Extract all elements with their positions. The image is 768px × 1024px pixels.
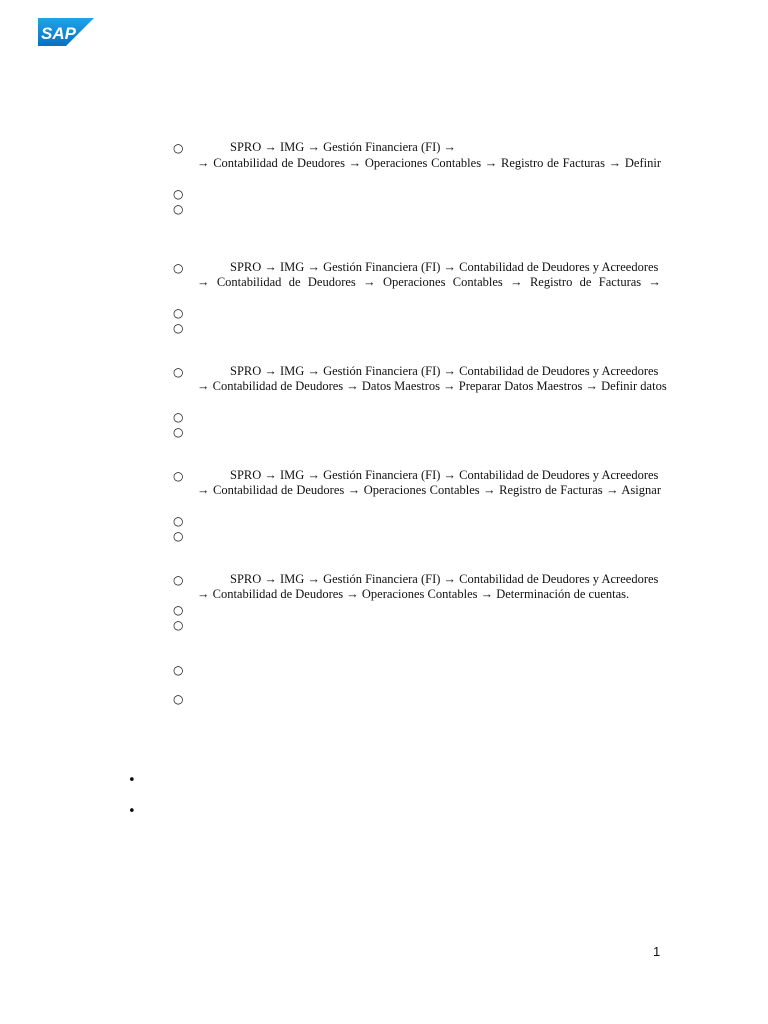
list-bullet-hollow: ○ bbox=[173, 514, 184, 528]
list-bullet-solid: • bbox=[128, 773, 136, 788]
list-bullet-hollow: ○ bbox=[173, 469, 184, 483]
list-bullet-hollow: ○ bbox=[173, 603, 184, 617]
list-bullet-hollow: ○ bbox=[173, 573, 184, 587]
item-5-line-2: → Contabilidad de Deudores → Operaciones Contables → Determinación de cuentas. bbox=[197, 587, 630, 601]
item-4-line-2: → Contabilidad de Deudores → Operaciones Contables → Registro de Facturas → Asignar bbox=[197, 483, 661, 497]
list-bullet-hollow: ○ bbox=[173, 321, 184, 335]
list-bullet-hollow: ○ bbox=[173, 410, 184, 424]
item-4-line-1: SPRO → IMG → Gestión Financiera (FI) → Contabilidad de Deudores y Acreedores bbox=[230, 468, 659, 482]
item-3-line-2: → Contabilidad de Deudores → Datos Maestros → Preparar Datos Maestros → Definir datos bbox=[197, 379, 667, 393]
item-1-line-2: → Contabilidad de Deudores → Operaciones Contables → Registro de Facturas → Definir bbox=[197, 156, 661, 170]
list-bullet-hollow: ○ bbox=[173, 618, 184, 632]
item-2-line-2: → Contabilidad de Deudores → Operaciones Contables → Registro de Facturas → bbox=[197, 275, 661, 289]
sap-logo bbox=[38, 18, 94, 48]
item-5-line-1: SPRO → IMG → Gestión Financiera (FI) → Contabilidad de Deudores y Acreedores bbox=[230, 572, 659, 586]
list-bullet-hollow: ○ bbox=[173, 261, 184, 275]
list-bullet-hollow: ○ bbox=[173, 663, 184, 677]
list-bullet-hollow: ○ bbox=[173, 187, 184, 201]
page-number: 1 bbox=[653, 944, 661, 959]
list-bullet-solid: • bbox=[128, 804, 136, 819]
list-bullet-hollow: ○ bbox=[173, 306, 184, 320]
list-bullet-hollow: ○ bbox=[173, 202, 184, 216]
list-bullet-hollow: ○ bbox=[173, 141, 184, 155]
item-3-line-1: SPRO → IMG → Gestión Financiera (FI) → Contabilidad de Deudores y Acreedores bbox=[230, 364, 659, 378]
sap-logo-text: SAP bbox=[41, 24, 76, 43]
list-bullet-hollow: ○ bbox=[173, 425, 184, 439]
list-bullet-hollow: ○ bbox=[173, 529, 184, 543]
list-bullet-hollow: ○ bbox=[173, 692, 184, 706]
sap-logo-graphic bbox=[38, 18, 94, 48]
item-1-line-1: SPRO → IMG → Gestión Financiera (FI) → bbox=[230, 140, 457, 154]
list-bullet-hollow: ○ bbox=[173, 365, 184, 379]
item-2-line-1: SPRO → IMG → Gestión Financiera (FI) → Contabilidad de Deudores y Acreedores bbox=[230, 260, 659, 274]
